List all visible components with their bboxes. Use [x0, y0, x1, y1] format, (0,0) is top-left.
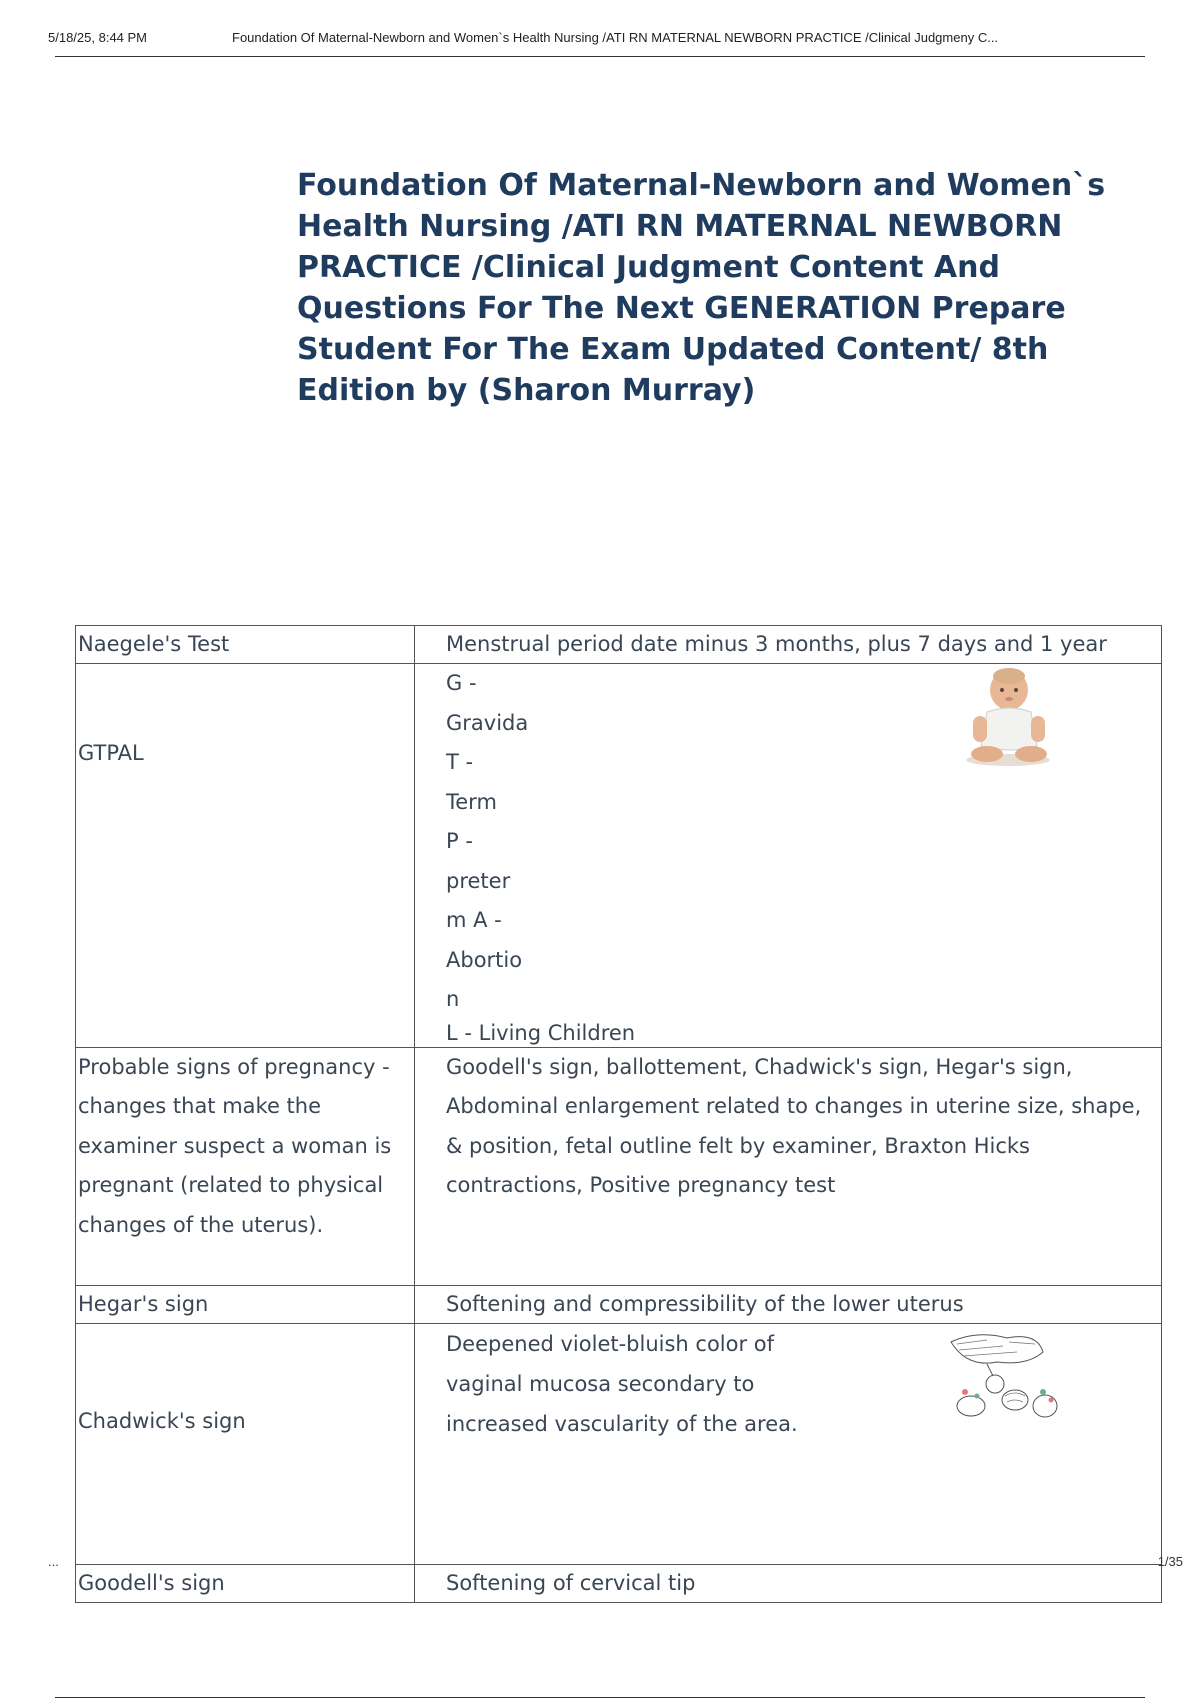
header-divider — [55, 56, 1145, 57]
definition-chadwick-text: Deepened violet-bluish color of vaginal mucosa secondary to increased vascularity of the area. — [446, 1331, 798, 1436]
print-date: 5/18/25, 8:44 PM — [48, 30, 148, 45]
definition-chadwick — [415, 1323, 1162, 1564]
table-row-goodell — [76, 1564, 1162, 1602]
table-row-gtpal — [76, 664, 1162, 1048]
definition-gtpal — [415, 664, 1162, 1048]
gtpal-line: T - — [446, 750, 474, 774]
term-chadwick: Chadwick's sign — [76, 1323, 415, 1564]
term-naegele: Naegele's Test — [76, 626, 415, 664]
table-row-naegele — [76, 626, 1162, 664]
table-row-probable — [76, 1047, 1162, 1285]
study-table — [75, 625, 1162, 1603]
gtpal-line: Abortio — [446, 947, 523, 972]
footer-ellipsis: ... — [48, 1554, 59, 1569]
definition-goodell: Softening of cervical tip — [415, 1564, 1162, 1602]
document-title: Foundation Of Maternal-Newborn and Women`s Health Nursing /ATI RN MATERNAL NEWBORN PRACTICE /Clinical Judgment Content And Questions For The Next GENERATION Prepare Student For The Exam Updated Content/ 8th Edition by (Sharon Murray) — [297, 168, 1106, 408]
term-goodell: Goodell's sign — [76, 1564, 415, 1602]
table-row-chadwick — [76, 1323, 1162, 1564]
print-header — [48, 30, 1184, 56]
gtpal-line: L - Living Children — [446, 1020, 636, 1045]
footer-divider — [55, 1697, 1145, 1698]
gtpal-line: Gravida — [446, 710, 529, 735]
term-gtpal: GTPAL — [76, 664, 415, 1048]
cartoon-sketch — [947, 1330, 1063, 1422]
definition-probable-signs: Goodell's sign, ballottement, Chadwick's sign, Hegar's sign, Abdominal enlargement related to changes in uterine size, shape, & position, fetal outline felt by examiner, Braxton Hicks contractions, Positive pregnancy test — [415, 1047, 1162, 1285]
gtpal-line: preter — [446, 868, 511, 893]
gtpal-line: Term — [446, 789, 497, 814]
gtpal-line: G - — [446, 671, 477, 695]
gtpal-line: m A - — [446, 908, 502, 932]
gtpal-line: n — [446, 987, 460, 1011]
gtpal-line: P - — [446, 829, 473, 853]
print-doc-title: Foundation Of Maternal-Newborn and Women`s Health Nursing /ATI RN MATERNAL NEWBORN PRACTICE /Clinical Judgmeny C... — [232, 30, 999, 45]
page-number: 1/35 — [1157, 1554, 1183, 1569]
definition-hegar: Softening and compressibility of the lower uterus — [415, 1285, 1162, 1323]
definition-naegele: Menstrual period date minus 3 months, plus 7 days and 1 year — [415, 626, 1162, 664]
term-hegar: Hegar's sign — [76, 1285, 415, 1323]
term-probable-signs: Probable signs of pregnancy - changes that make the examiner suspect a woman is pregnant (related to physical changes of the uterus). — [76, 1047, 415, 1285]
table-row-hegar — [76, 1285, 1162, 1323]
baby-photo — [953, 668, 1063, 768]
